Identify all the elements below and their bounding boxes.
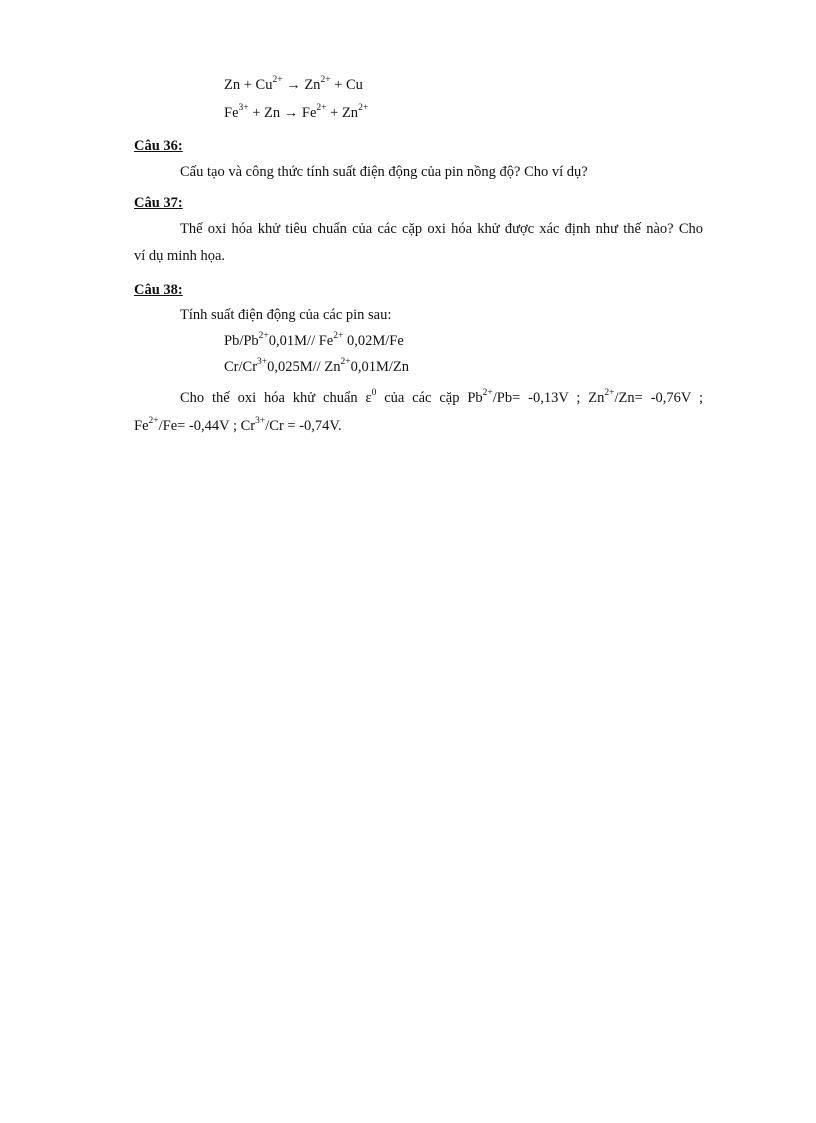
given2-sup: 2+ (148, 416, 159, 427)
eq1-part: + Cu (330, 77, 363, 93)
given1-part: /Pb= -0,13V ; Zn (492, 390, 605, 406)
eq2-part: Fe (301, 105, 317, 121)
given1-sup: 0 (371, 388, 377, 399)
given2-part: Fe (134, 418, 149, 434)
eq2-sup: 3+ (238, 103, 249, 114)
cell1-sup: 2+ (333, 331, 344, 342)
eq2-part: Fe (224, 105, 239, 121)
cell2-sup: 3+ (257, 357, 268, 368)
cell-pb-fe (224, 332, 404, 350)
question-36-heading: Câu 36: (134, 138, 183, 154)
standard-potentials-line2 (134, 417, 342, 435)
eq1-sup: 2+ (320, 75, 331, 86)
cell1-part: 0,01M// Fe (268, 333, 334, 349)
given1-part: của các cặp Pb (376, 390, 483, 406)
eq1-part: Zn (304, 77, 321, 93)
cell2-sup: 2+ (340, 357, 351, 368)
question-37-text-line1: Thế oxi hóa khử tiêu chuẩn của các cặp oxi hóa khử được xác định như thế nào? Cho (180, 221, 703, 237)
eq1-part: Zn + Cu (224, 77, 273, 93)
equation-zn-cu (224, 76, 363, 94)
given1-part: Cho thế oxi hóa khử chuẩn ε (180, 390, 372, 406)
given2-part: /Cr = -0,74V. (265, 418, 342, 434)
cell2-part: Cr/Cr (224, 359, 258, 375)
cell2-part: 0,01M/Zn (350, 359, 409, 375)
cell-cr-zn (224, 358, 409, 376)
given2-part: /Fe= -0,44V ; Cr (158, 418, 256, 434)
cell1-sup: 2+ (258, 331, 269, 342)
question-38-heading: Câu 38: (134, 282, 183, 298)
question-38-intro: Tính suất điện động của các pin sau: (180, 307, 392, 323)
eq2-sup: 2+ (316, 103, 327, 114)
equation-fe-zn (224, 104, 368, 122)
given2-sup: 3+ (255, 416, 266, 427)
eq2-part: + Zn (326, 105, 359, 121)
cell1-part: 0,02M/Fe (343, 333, 404, 349)
cell2-part: 0,025M// Zn (267, 359, 341, 375)
given1-part: /Zn= -0,76V ; (614, 390, 703, 406)
given1-sup: 2+ (604, 388, 615, 399)
question-37-heading: Câu 37: (134, 195, 183, 211)
cell1-part: Pb/Pb (224, 333, 259, 349)
eq2-part: + Zn → (248, 105, 302, 121)
reaction-arrow: → (282, 77, 305, 93)
standard-potentials-line1 (180, 389, 703, 407)
eq1-sup: 2+ (272, 75, 283, 86)
question-36-text: Cấu tạo và công thức tính suất điện động của pin nồng độ? Cho ví dụ? (180, 164, 588, 180)
question-37-text-line2: ví dụ minh họa. (134, 248, 226, 264)
given1-sup: 2+ (482, 388, 493, 399)
eq2-sup: 2+ (358, 103, 369, 114)
